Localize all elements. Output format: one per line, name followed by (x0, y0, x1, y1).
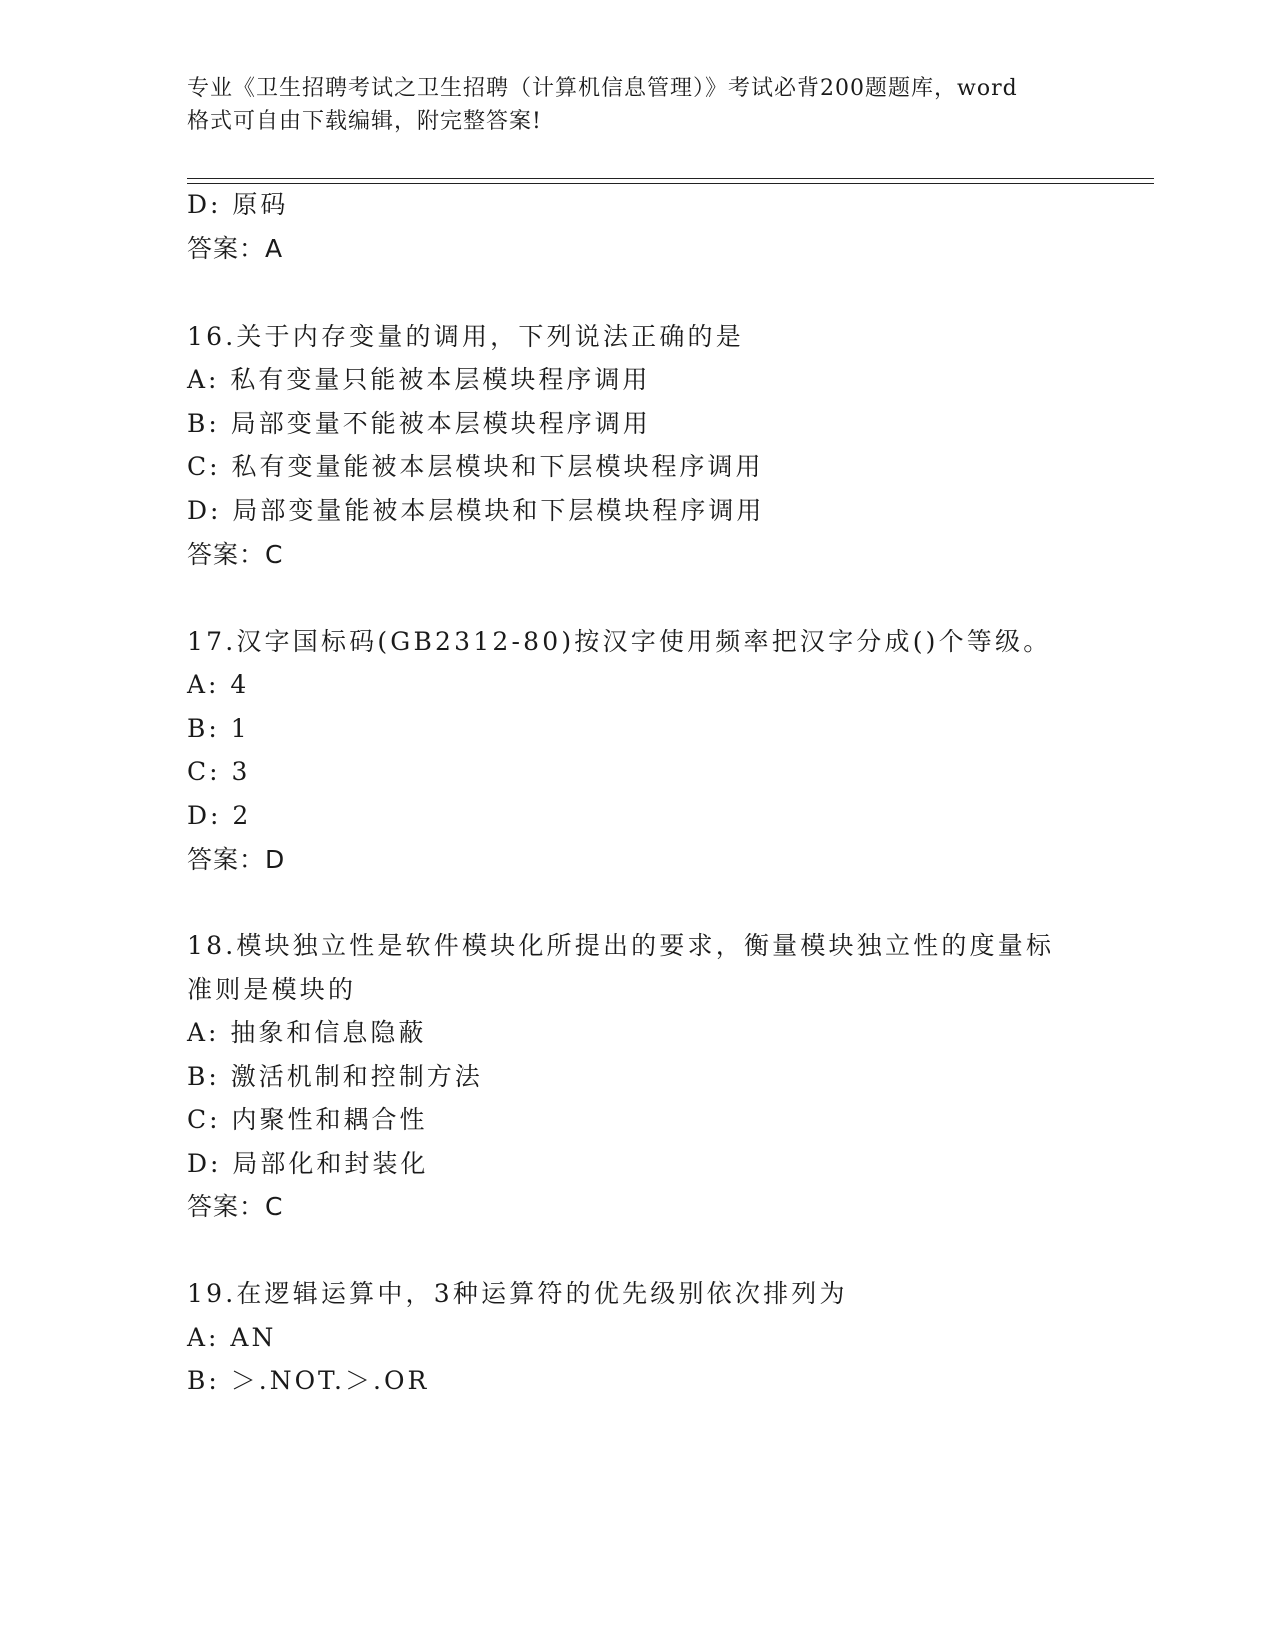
question-18-answer: 答案：C (187, 1192, 284, 1221)
question-17-option-c: C: 3 (187, 757, 251, 786)
question-16-stem: 16.关于内存变量的调用，下列说法正确的是 (187, 322, 744, 351)
question-18-stem-line-1: 18.模块独立性是软件模块化所提出的要求，衡量模块独立性的度量标 (187, 931, 1055, 960)
question-16-option-d: D: 局部变量能被本层模块和下层模块程序调用 (187, 496, 765, 525)
header-divider-bottom (187, 183, 1154, 184)
header-line-1: 专业《卫生招聘考试之卫生招聘（计算机信息管理）》考试必背200题题库，word (187, 76, 1018, 101)
question-18-option-d: D: 局部化和封装化 (187, 1149, 429, 1178)
question-17-answer: 答案：D (187, 845, 286, 874)
question-18-option-b: B: 激活机制和控制方法 (187, 1062, 483, 1091)
question-16-answer: 答案：C (187, 540, 284, 569)
question-18-stem-line-2: 准则是模块的 (187, 975, 357, 1004)
question-16-option-c: C: 私有变量能被本层模块和下层模块程序调用 (187, 452, 764, 481)
question-19-stem: 19.在逻辑运算中，3种运算符的优先级别依次排列为 (187, 1279, 848, 1308)
option-d: D: 原码 (187, 190, 289, 219)
question-17-option-b: B: 1 (187, 714, 250, 743)
header-line-2: 格式可自由下载编辑，附完整答案! (187, 109, 542, 134)
question-19-option-a: A: AN (187, 1323, 277, 1352)
document-header (187, 72, 1087, 138)
question-17-option-a: A: 4 (187, 670, 250, 699)
question-18-option-a: A: 抽象和信息隐蔽 (187, 1018, 427, 1047)
question-17-option-d: D: 2 (187, 801, 252, 830)
header-divider-top (187, 178, 1154, 179)
question-17-stem: 17.汉字国标码(GB2312-80)按汉字使用频率把汉字分成()个等级。 (187, 627, 1052, 656)
question-19-option-b: B: ＞.NOT.＞.OR (187, 1366, 430, 1395)
answer: 答案：A (187, 234, 284, 263)
question-16-option-b: B: 局部变量不能被本层模块程序调用 (187, 409, 651, 438)
question-18-option-c: C: 内聚性和耦合性 (187, 1105, 428, 1134)
question-16-option-a: A: 私有变量只能被本层模块程序调用 (187, 365, 651, 394)
